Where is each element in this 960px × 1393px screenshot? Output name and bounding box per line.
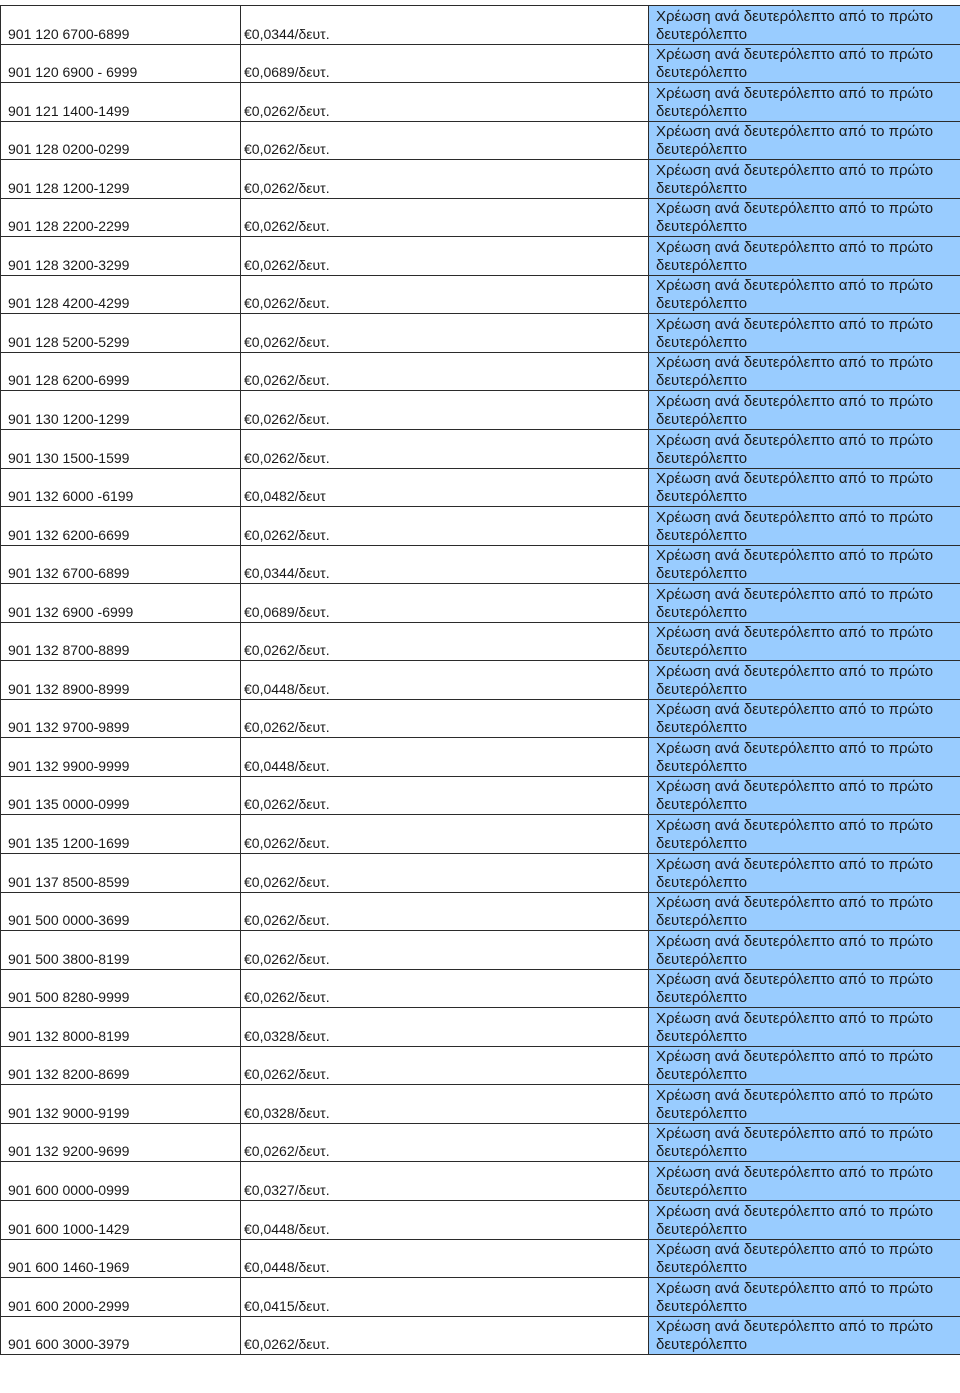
table-row bbox=[1, 815, 960, 854]
billing-note-cell bbox=[649, 622, 960, 661]
price-cell: €0,0262/δευτ. bbox=[241, 969, 649, 1008]
billing-note-cell bbox=[649, 1162, 960, 1201]
price-cell: €0,0262/δευτ. bbox=[241, 892, 649, 931]
billing-note-line-2: δευτερόλεπτο bbox=[656, 565, 748, 583]
price-cell: €0,0327/δευτ. bbox=[241, 1162, 649, 1201]
billing-note-cell bbox=[649, 44, 960, 83]
billing-note-line-1: Χρέωση ανά δευτερόλεπτο από το πρώτο bbox=[656, 932, 934, 950]
price-cell: €0,0262/δευτ. bbox=[241, 1316, 649, 1355]
billing-note-line-1: Χρέωση ανά δευτερόλεπτο από το πρώτο bbox=[656, 1202, 934, 1220]
number-range-cell: 901 132 9700-9899 bbox=[1, 699, 241, 738]
number-range-cell: 901 132 8200-8699 bbox=[1, 1046, 241, 1085]
billing-note-line-2: δευτερόλεπτο bbox=[656, 526, 748, 544]
price-cell: €0,0262/δευτ. bbox=[241, 699, 649, 738]
billing-note-line-1: Χρέωση ανά δευτερόλεπτο από το πρώτο bbox=[656, 739, 934, 757]
billing-note-cell bbox=[649, 1085, 960, 1124]
table-row bbox=[1, 969, 960, 1008]
billing-note-cell bbox=[649, 121, 960, 160]
billing-note-line-2: δευτερόλεπτο bbox=[656, 873, 748, 891]
billing-note-line-1: Χρέωση ανά δευτερόλεπτο από το πρώτο bbox=[656, 393, 934, 411]
billing-note-line-1: Χρέωση ανά δευτερόλεπτο από το πρώτο bbox=[656, 1086, 934, 1104]
price-cell: €0,0448/δευτ. bbox=[241, 661, 649, 700]
number-range-cell: 901 132 6000 -6199 bbox=[1, 468, 241, 507]
price-cell: €0,0482/δευτ bbox=[241, 468, 649, 507]
billing-note-line-2: δευτερόλεπτο bbox=[656, 1143, 748, 1161]
billing-note-line-2: δευτερόλεπτο bbox=[656, 1259, 748, 1277]
billing-note-line-2: δευτερόλεπτο bbox=[656, 989, 748, 1007]
price-cell: €0,0262/δευτ. bbox=[241, 854, 649, 893]
table-row bbox=[1, 738, 960, 777]
billing-note-cell bbox=[649, 776, 960, 815]
price-cell: €0,0262/δευτ. bbox=[241, 776, 649, 815]
table-row bbox=[1, 892, 960, 931]
table-row bbox=[1, 121, 960, 160]
number-range-cell: 901 132 8700-8899 bbox=[1, 622, 241, 661]
billing-note-line-1: Χρέωση ανά δευτερόλεπτο από το πρώτο bbox=[656, 585, 934, 603]
billing-note-line-1: Χρέωση ανά δευτερόλεπτο από το πρώτο bbox=[656, 1241, 934, 1259]
billing-note-cell bbox=[649, 931, 960, 970]
number-range-cell: 901 132 6200-6699 bbox=[1, 507, 241, 546]
table-row bbox=[1, 1162, 960, 1201]
price-cell: €0,0262/δευτ. bbox=[241, 622, 649, 661]
number-range-cell: 901 600 0000-0999 bbox=[1, 1162, 241, 1201]
billing-note-line-2: δευτερόλεπτο bbox=[656, 141, 748, 159]
price-cell: €0,0262/δευτ. bbox=[241, 198, 649, 237]
table-row bbox=[1, 622, 960, 661]
billing-note-line-2: δευτερόλεπτο bbox=[656, 64, 748, 82]
billing-note-line-1: Χρέωση ανά δευτερόλεπτο από το πρώτο bbox=[656, 46, 934, 64]
price-cell: €0,0262/δευτ. bbox=[241, 314, 649, 353]
price-cell: €0,0262/δευτ. bbox=[241, 507, 649, 546]
billing-note-cell bbox=[649, 1123, 960, 1162]
number-range-cell: 901 500 0000-3699 bbox=[1, 892, 241, 931]
billing-note-cell bbox=[649, 1278, 960, 1317]
table-row bbox=[1, 275, 960, 314]
billing-note-line-1: Χρέωση ανά δευτερόλεπτο από το πρώτο bbox=[656, 1318, 934, 1336]
table-row bbox=[1, 776, 960, 815]
number-range-cell: 901 132 9900-9999 bbox=[1, 738, 241, 777]
price-cell: €0,0262/δευτ. bbox=[241, 931, 649, 970]
number-range-cell: 901 600 2000-2999 bbox=[1, 1278, 241, 1317]
billing-note-cell bbox=[649, 738, 960, 777]
table-row bbox=[1, 314, 960, 353]
billing-note-cell bbox=[649, 854, 960, 893]
table-row bbox=[1, 661, 960, 700]
number-range-cell: 901 135 1200-1699 bbox=[1, 815, 241, 854]
billing-note-line-1: Χρέωση ανά δευτερόλεπτο από το πρώτο bbox=[656, 1125, 934, 1143]
billing-note-line-2: δευτερόλεπτο bbox=[656, 179, 748, 197]
price-cell: €0,0262/δευτ. bbox=[241, 391, 649, 430]
table-row bbox=[1, 584, 960, 623]
number-range-cell: 901 120 6700-6899 bbox=[1, 6, 241, 45]
billing-note-cell bbox=[649, 275, 960, 314]
number-range-cell: 901 120 6900 - 6999 bbox=[1, 44, 241, 83]
price-cell: €0,0344/δευτ. bbox=[241, 6, 649, 45]
number-range-cell: 901 130 1500-1599 bbox=[1, 430, 241, 469]
table-row bbox=[1, 1123, 960, 1162]
billing-note-line-2: δευτερόλεπτο bbox=[656, 912, 748, 930]
billing-note-cell bbox=[649, 507, 960, 546]
price-cell: €0,0689/δευτ. bbox=[241, 584, 649, 623]
number-range-cell: 901 600 3000-3979 bbox=[1, 1316, 241, 1355]
billing-note-line-1: Χρέωση ανά δευτερόλεπτο από το πρώτο bbox=[656, 431, 934, 449]
price-cell: €0,0689/δευτ. bbox=[241, 44, 649, 83]
number-range-cell: 901 132 8900-8999 bbox=[1, 661, 241, 700]
price-cell: €0,0262/δευτ. bbox=[241, 83, 649, 122]
price-cell: €0,0262/δευτ. bbox=[241, 1123, 649, 1162]
number-range-cell: 901 600 1460-1969 bbox=[1, 1239, 241, 1278]
billing-note-line-1: Χρέωση ανά δευτερόλεπτο από το πρώτο bbox=[656, 238, 934, 256]
billing-note-line-2: δευτερόλεπτο bbox=[656, 256, 748, 274]
billing-note-line-1: Χρέωση ανά δευτερόλεπτο από το πρώτο bbox=[656, 778, 934, 796]
table-row bbox=[1, 931, 960, 970]
table-row bbox=[1, 391, 960, 430]
price-cell: €0,0415/δευτ. bbox=[241, 1278, 649, 1317]
number-range-cell: 901 130 1200-1299 bbox=[1, 391, 241, 430]
billing-note-line-2: δευτερόλεπτο bbox=[656, 680, 748, 698]
number-range-cell: 901 128 1200-1299 bbox=[1, 160, 241, 199]
billing-note-cell bbox=[649, 699, 960, 738]
billing-note-cell bbox=[649, 584, 960, 623]
billing-note-line-1: Χρέωση ανά δευτερόλεπτο από το πρώτο bbox=[656, 817, 934, 835]
billing-note-cell bbox=[649, 1200, 960, 1239]
price-cell: €0,0262/δευτ. bbox=[241, 352, 649, 391]
billing-note-line-2: δευτερόλεπτο bbox=[656, 218, 748, 236]
billing-note-line-2: δευτερόλεπτο bbox=[656, 603, 748, 621]
number-range-cell: 901 128 5200-5299 bbox=[1, 314, 241, 353]
table-row bbox=[1, 237, 960, 276]
table-row bbox=[1, 699, 960, 738]
table-row bbox=[1, 430, 960, 469]
billing-note-line-2: δευτερόλεπτο bbox=[656, 488, 748, 506]
billing-note-cell bbox=[649, 391, 960, 430]
billing-note-line-1: Χρέωση ανά δευτερόλεπτο από το πρώτο bbox=[656, 161, 934, 179]
billing-note-line-2: δευτερόλεπτο bbox=[656, 333, 748, 351]
billing-note-line-2: δευτερόλεπτο bbox=[656, 796, 748, 814]
table-row bbox=[1, 468, 960, 507]
table-row bbox=[1, 160, 960, 199]
table-row bbox=[1, 1200, 960, 1239]
billing-note-line-1: Χρέωση ανά δευτερόλεπτο από το πρώτο bbox=[656, 315, 934, 333]
price-cell: €0,0262/δευτ. bbox=[241, 430, 649, 469]
billing-note-line-2: δευτερόλεπτο bbox=[656, 1297, 748, 1315]
table-row bbox=[1, 1278, 960, 1317]
price-cell: €0,0262/δευτ. bbox=[241, 275, 649, 314]
number-range-cell: 901 132 9000-9199 bbox=[1, 1085, 241, 1124]
billing-note-cell bbox=[649, 83, 960, 122]
billing-note-line-1: Χρέωση ανά δευτερόλεπτο από το πρώτο bbox=[656, 855, 934, 873]
price-cell: €0,0448/δευτ. bbox=[241, 738, 649, 777]
billing-note-line-2: δευτερόλεπτο bbox=[656, 1336, 748, 1354]
billing-note-cell bbox=[649, 237, 960, 276]
tariff-table bbox=[0, 5, 960, 1355]
price-cell: €0,0328/δευτ. bbox=[241, 1085, 649, 1124]
billing-note-cell bbox=[649, 815, 960, 854]
number-range-cell: 901 500 3800-8199 bbox=[1, 931, 241, 970]
billing-note-cell bbox=[649, 661, 960, 700]
table-row bbox=[1, 1046, 960, 1085]
billing-note-cell bbox=[649, 468, 960, 507]
price-cell: €0,0344/δευτ. bbox=[241, 545, 649, 584]
billing-note-line-2: δευτερόλεπτο bbox=[656, 1027, 748, 1045]
billing-note-line-2: δευτερόλεπτο bbox=[656, 295, 748, 313]
billing-note-line-2: δευτερόλεπτο bbox=[656, 449, 748, 467]
billing-note-line-1: Χρέωση ανά δευτερόλεπτο από το πρώτο bbox=[656, 470, 934, 488]
number-range-cell: 901 132 8000-8199 bbox=[1, 1008, 241, 1047]
number-range-cell: 901 121 1400-1499 bbox=[1, 83, 241, 122]
table-row bbox=[1, 1316, 960, 1355]
table-row bbox=[1, 44, 960, 83]
billing-note-line-1: Χρέωση ανά δευτερόλεπτο από το πρώτο bbox=[656, 1048, 934, 1066]
number-range-cell: 901 128 2200-2299 bbox=[1, 198, 241, 237]
billing-note-line-1: Χρέωση ανά δευτερόλεπτο από το πρώτο bbox=[656, 1009, 934, 1027]
billing-note-cell bbox=[649, 160, 960, 199]
billing-note-line-1: Χρέωση ανά δευτερόλεπτο από το πρώτο bbox=[656, 354, 934, 372]
table-row bbox=[1, 1239, 960, 1278]
billing-note-line-2: δευτερόλεπτο bbox=[656, 411, 748, 429]
tariff-table-body bbox=[1, 6, 960, 1355]
number-range-cell: 901 128 0200-0299 bbox=[1, 121, 241, 160]
billing-note-line-2: δευτερόλεπτο bbox=[656, 372, 748, 390]
billing-note-line-2: δευτερόλεπτο bbox=[656, 642, 748, 660]
billing-note-line-1: Χρέωση ανά δευτερόλεπτο από το πρώτο bbox=[656, 971, 934, 989]
table-row bbox=[1, 6, 960, 45]
billing-note-line-1: Χρέωση ανά δευτερόλεπτο από το πρώτο bbox=[656, 894, 934, 912]
price-cell: €0,0448/δευτ. bbox=[241, 1239, 649, 1278]
table-row bbox=[1, 198, 960, 237]
billing-note-cell bbox=[649, 969, 960, 1008]
price-cell: €0,0262/δευτ. bbox=[241, 1046, 649, 1085]
billing-note-cell bbox=[649, 198, 960, 237]
billing-note-line-2: δευτερόλεπτο bbox=[656, 1220, 748, 1238]
number-range-cell: 901 500 8280-9999 bbox=[1, 969, 241, 1008]
billing-note-line-1: Χρέωση ανά δευτερόλεπτο από το πρώτο bbox=[656, 84, 934, 102]
billing-note-line-2: δευτερόλεπτο bbox=[656, 719, 748, 737]
number-range-cell: 901 132 6700-6899 bbox=[1, 545, 241, 584]
price-cell: €0,0328/δευτ. bbox=[241, 1008, 649, 1047]
billing-note-cell bbox=[649, 6, 960, 45]
number-range-cell: 901 132 6900 -6999 bbox=[1, 584, 241, 623]
number-range-cell: 901 128 6200-6999 bbox=[1, 352, 241, 391]
billing-note-cell bbox=[649, 892, 960, 931]
billing-note-line-1: Χρέωση ανά δευτερόλεπτο από το πρώτο bbox=[656, 1279, 934, 1297]
billing-note-line-2: δευτερόλεπτο bbox=[656, 1066, 748, 1084]
number-range-cell: 901 128 3200-3299 bbox=[1, 237, 241, 276]
billing-note-line-1: Χρέωση ανά δευτερόλεπτο από το πρώτο bbox=[656, 701, 934, 719]
billing-note-line-1: Χρέωση ανά δευτερόλεπτο από το πρώτο bbox=[656, 123, 934, 141]
table-row bbox=[1, 1008, 960, 1047]
table-row bbox=[1, 854, 960, 893]
number-range-cell: 901 132 9200-9699 bbox=[1, 1123, 241, 1162]
billing-note-line-1: Χρέωση ανά δευτερόλεπτο από το πρώτο bbox=[656, 1163, 934, 1181]
table-row bbox=[1, 507, 960, 546]
billing-note-line-2: δευτερόλεπτο bbox=[656, 757, 748, 775]
billing-note-cell bbox=[649, 430, 960, 469]
billing-note-cell bbox=[649, 1008, 960, 1047]
billing-note-line-1: Χρέωση ανά δευτερόλεπτο από το πρώτο bbox=[656, 508, 934, 526]
table-row bbox=[1, 352, 960, 391]
billing-note-cell bbox=[649, 1239, 960, 1278]
billing-note-line-2: δευτερόλεπτο bbox=[656, 1181, 748, 1199]
billing-note-line-2: δευτερόλεπτο bbox=[656, 25, 748, 43]
billing-note-line-1: Χρέωση ανά δευτερόλεπτο από το πρώτο bbox=[656, 662, 934, 680]
price-cell: €0,0262/δευτ. bbox=[241, 815, 649, 854]
billing-note-line-1: Χρέωση ανά δευτερόλεπτο από το πρώτο bbox=[656, 547, 934, 565]
billing-note-line-2: δευτερόλεπτο bbox=[656, 950, 748, 968]
number-range-cell: 901 600 1000-1429 bbox=[1, 1200, 241, 1239]
billing-note-cell bbox=[649, 1046, 960, 1085]
price-cell: €0,0262/δευτ. bbox=[241, 237, 649, 276]
number-range-cell: 901 137 8500-8599 bbox=[1, 854, 241, 893]
price-cell: €0,0262/δευτ. bbox=[241, 121, 649, 160]
price-cell: €0,0448/δευτ. bbox=[241, 1200, 649, 1239]
billing-note-line-1: Χρέωση ανά δευτερόλεπτο από το πρώτο bbox=[656, 7, 934, 25]
billing-note-cell bbox=[649, 314, 960, 353]
billing-note-cell bbox=[649, 545, 960, 584]
billing-note-line-1: Χρέωση ανά δευτερόλεπτο από το πρώτο bbox=[656, 624, 934, 642]
table-row bbox=[1, 545, 960, 584]
number-range-cell: 901 135 0000-0999 bbox=[1, 776, 241, 815]
billing-note-line-1: Χρέωση ανά δευτερόλεπτο από το πρώτο bbox=[656, 277, 934, 295]
price-cell: €0,0262/δευτ. bbox=[241, 160, 649, 199]
table-row bbox=[1, 1085, 960, 1124]
number-range-cell: 901 128 4200-4299 bbox=[1, 275, 241, 314]
billing-note-line-1: Χρέωση ανά δευτερόλεπτο από το πρώτο bbox=[656, 200, 934, 218]
billing-note-cell bbox=[649, 352, 960, 391]
billing-note-line-2: δευτερόλεπτο bbox=[656, 835, 748, 853]
billing-note-line-2: δευτερόλεπτο bbox=[656, 1104, 748, 1122]
table-row bbox=[1, 83, 960, 122]
billing-note-line-2: δευτερόλεπτο bbox=[656, 102, 748, 120]
billing-note-cell bbox=[649, 1316, 960, 1355]
